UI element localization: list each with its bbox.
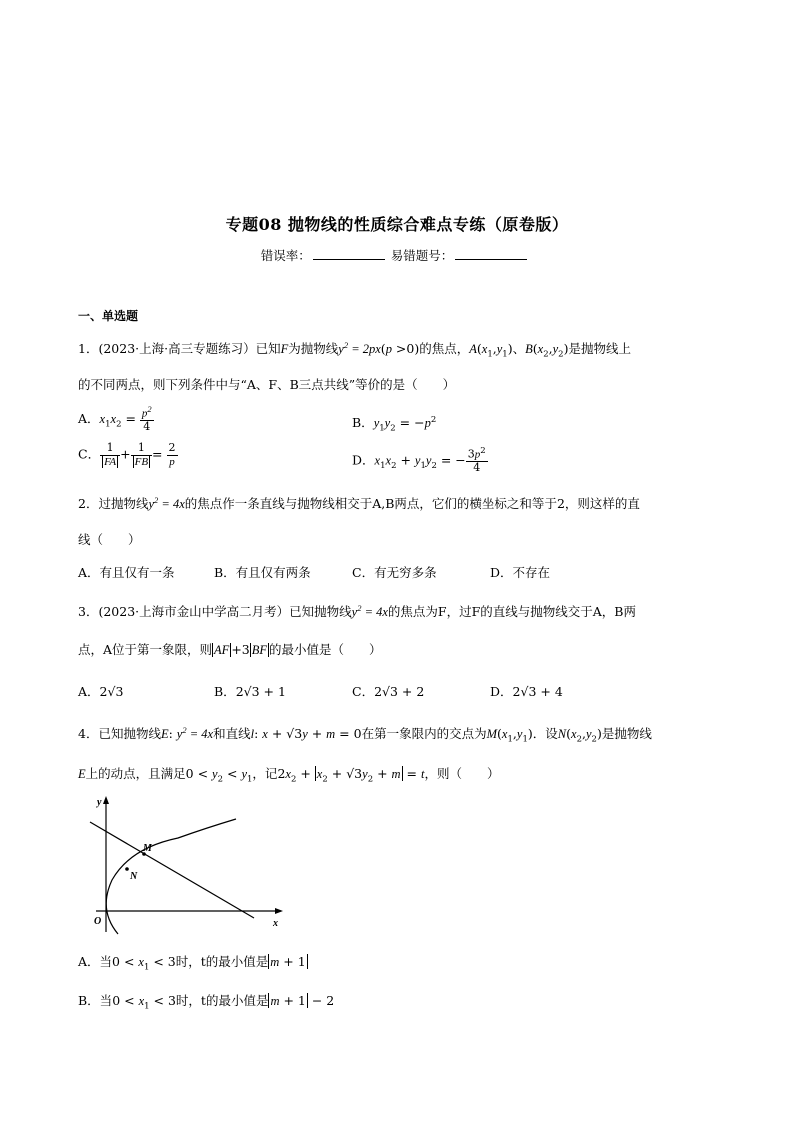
x-axis-arrow bbox=[275, 908, 283, 914]
q4-line1: 4．已知抛物线E: $y^2 = 4x$和直线l: x + √3y + m = 0在第一象限内的交点为$M(x_1,y_1)$．设$N(x_2,y_2)$是抛物线 bbox=[78, 724, 652, 745]
q2-option-c[interactable]: C．有无穷多条 bbox=[352, 565, 437, 580]
option-label: D． bbox=[352, 452, 375, 468]
q3-option-b[interactable]: B．2√3 + 1 bbox=[214, 684, 286, 699]
q3-option-d[interactable]: D．2√3 + 4 bbox=[490, 684, 563, 699]
error-rate-label: 错误率： bbox=[260, 248, 311, 263]
page-title: 专题08 抛物线的性质综合难点专练（原卷版） bbox=[225, 215, 569, 234]
q4-option-b[interactable]: B．当$0 < x_1 < 3$时，t的最小值是 m + 1 − 2 bbox=[78, 993, 335, 1012]
parabola-curve bbox=[106, 819, 236, 934]
option-label: A． bbox=[78, 410, 100, 426]
point-n bbox=[125, 867, 129, 871]
label-o: O bbox=[94, 916, 102, 927]
q4-line2: E上的动点，且满足$0 < y_2 < y_1$，记$2x_2 + x_2 + √3y_2 + m = t$，则（ ） bbox=[78, 766, 500, 785]
option-label: B． bbox=[352, 415, 374, 430]
q4-text: 4．已知抛物线 bbox=[78, 726, 161, 741]
q4-text: 上的动点，且满足 bbox=[85, 766, 186, 781]
line-l bbox=[90, 822, 254, 918]
q2-option-b[interactable]: B．有且仅有两条 bbox=[214, 565, 311, 580]
q1-option-b[interactable]: B．$y_1y_2 = -p^2$ bbox=[352, 414, 437, 434]
q3-text: 3．(2023·上海市金山中学高二月考）已知抛物线 bbox=[78, 604, 352, 619]
label-y: y bbox=[97, 797, 102, 808]
q4-text: ，则（ ） bbox=[424, 766, 500, 781]
q1-option-d[interactable]: D．$x_1x_2 + y_1y_2$ = − $\frac{3p^2}{4}$ bbox=[352, 446, 486, 475]
q4-text: 和直线 bbox=[213, 726, 251, 741]
option-label: A． bbox=[78, 684, 100, 699]
q2-option-d[interactable]: D．不存在 bbox=[490, 565, 551, 580]
q2-option-a[interactable]: A．有且仅有一条 bbox=[78, 565, 175, 580]
q3-text: 点，A位于第一象限，则 bbox=[78, 642, 213, 657]
q1-line1: 1．(2023·上海·高三专题练习）已知F为抛物线$y^2 = 2px(p >0)$的焦点，$A(x_1,y_1)$、$B(x_2,y_2)$是抛物线上 bbox=[78, 339, 631, 360]
q3-line2: 点，A位于第一象限，则 AF +3 BF 的最小值是（ ） bbox=[78, 642, 382, 657]
q1-line2: 的不同两点，则下列条件中与“A、F、B三点共线”等价的是（ ） bbox=[78, 377, 456, 392]
q3-line1: 3．(2023·上海市金山中学高二月考）已知抛物线$y^2 = 4x$的焦点为F，过F的直线与抛物线交于A，B两 bbox=[78, 602, 636, 619]
option-text: 时，t的最小值是 bbox=[175, 954, 269, 969]
q1-text: 1．(2023·上海·高三专题练习）已知 bbox=[78, 341, 281, 356]
q3-text: 的焦点为F，过F的直线与抛物线交于A，B两 bbox=[387, 604, 636, 619]
q2-line1: 2．过抛物线$y^2 = 4x$的焦点作一条直线与抛物线相交于A,B两点，它们的横坐标之和等于2，则这样的直 bbox=[78, 494, 640, 511]
q1-option-c[interactable]: C． $\frac{1}{FA}$ + $\frac{1}{FB}$ = $\frac{2}{p}$ bbox=[78, 441, 176, 468]
q1-text: 为抛物线 bbox=[288, 341, 339, 356]
option-label: D． bbox=[490, 684, 513, 699]
q1-text: 是抛物线上 bbox=[568, 341, 631, 356]
q3-option-a[interactable]: A．2√3 bbox=[78, 684, 124, 699]
header-blanks bbox=[0, 246, 794, 264]
q3-text: 的最小值是（ ） bbox=[269, 642, 382, 657]
label-m: M bbox=[143, 843, 152, 854]
q2-line2: 线（ ） bbox=[78, 532, 141, 547]
error-rate-blank[interactable] bbox=[313, 247, 385, 260]
q1-option-a[interactable]: A．$x_1x_2$ = $\frac{p^2}{4}$ bbox=[78, 404, 152, 434]
q2-text: 的焦点作一条直线与抛物线相交于A,B两点，它们的横坐标之和等于2，则这样的直 bbox=[184, 496, 640, 511]
label-n: N bbox=[130, 871, 138, 882]
y-axis-arrow bbox=[103, 796, 109, 804]
option-label: A．当 bbox=[78, 954, 113, 969]
q4-figure bbox=[78, 792, 293, 942]
option-text: 时，t的最小值是 bbox=[175, 993, 269, 1008]
section-title: 一、单选题 bbox=[78, 309, 139, 323]
option-label: C． bbox=[352, 684, 375, 699]
q4-text: 在第一象限内的交点为 bbox=[361, 726, 487, 741]
q1-text: 的焦点， bbox=[419, 341, 470, 356]
option-label: C． bbox=[78, 446, 101, 462]
label-x: x bbox=[273, 918, 278, 929]
option-label: B．当 bbox=[78, 993, 113, 1008]
q4-text: ．设 bbox=[532, 726, 558, 741]
q2-text: 2．过抛物线 bbox=[78, 496, 149, 511]
q4-option-a[interactable]: A．当$0 < x_1 < 3$时，t的最小值是 m + 1 bbox=[78, 954, 306, 973]
wrong-numbers-label: 易错题号： bbox=[390, 248, 454, 263]
q3-option-c[interactable]: C．2√3 + 2 bbox=[352, 684, 425, 699]
q4-text: 是抛物线 bbox=[601, 726, 652, 741]
q4-text: ，记 bbox=[252, 766, 278, 781]
option-label: B． bbox=[214, 684, 236, 699]
wrong-numbers-blank[interactable] bbox=[455, 247, 527, 260]
